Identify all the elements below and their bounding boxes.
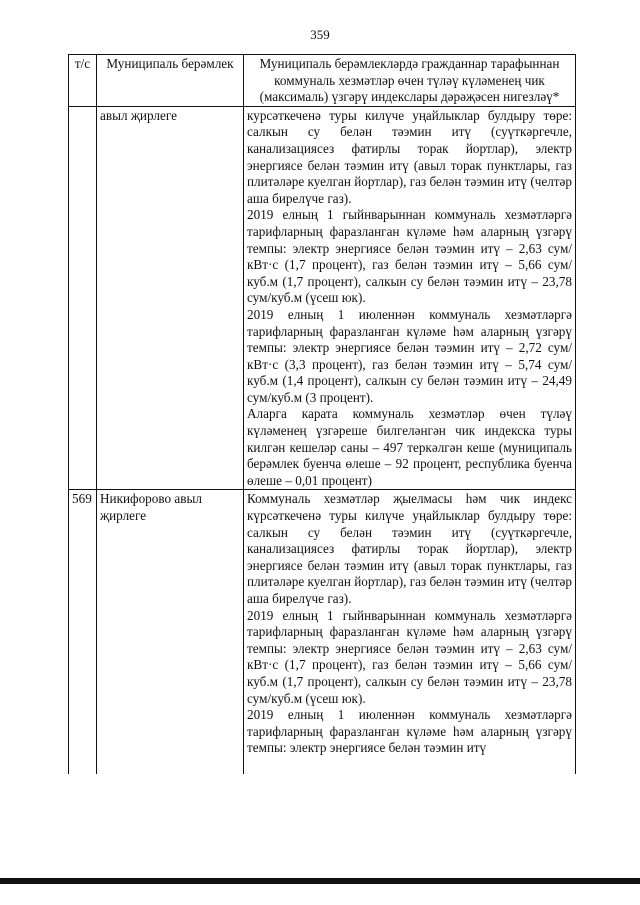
description-paragraph: 2019 елның 1 июленнән коммуналь хезмәтләргә тарифларның фаразланган күләме һәм аларның үзгәрү темпы: электр энергиясе белән тәэмин итү	[247, 707, 572, 756]
row-description	[244, 106, 576, 490]
bottom-rule	[0, 878, 640, 884]
page-number: 359	[310, 27, 330, 42]
table-header-row	[69, 55, 576, 107]
header-num: т/с	[69, 55, 97, 107]
description-paragraph: 2019 елның 1 июленнән коммуналь хезмәтләргә тарифларның фаразланган күләме һәм аларның үзгәрү темпы: электр энергиясе белән тәэмин итү – 2,72 сум/кВт·с (3,3 процент), газ белән тәэмин итү – 5,74 сум/куб.м (1,4 процент), салкын су белән тәэмин итү – 24,49 сум/куб.м (3 процент).	[247, 306, 572, 405]
row-description	[244, 490, 576, 775]
row-num: 569	[69, 490, 97, 775]
header-municipality: Муниципаль берәмлек	[97, 55, 244, 107]
description-paragraph: курсәткеченә туры килүче уңайлыклар булдыру төре: салкын су белән тәэмин итү (суүткәргечле, канализациясез фатирлы торак йортлар), электр энергиясе белән тәэмин итү (авыл торак пунктлары, газ плитәләре куелган йортлар), газ белән тәэмин итү (челтәр аша бирелүче газ).	[247, 107, 572, 206]
row-num	[69, 106, 97, 490]
table-row	[69, 490, 576, 775]
table-row	[69, 106, 576, 490]
description-paragraph: 2019 елның 1 гыйнварыннан коммуналь хезмәтләргә тарифларның фаразланган күләме һәм аларның үзгәрү темпы: электр энергиясе белән тәэмин итү – 2,63 сум/кВт·с (1,7 процент), газ белән тәэмин итү – 5,66 сум/куб.м (1,7 процент), салкын су белән тәэмин итү – 23,78 сум/куб.м (үсеш юк).	[247, 207, 572, 306]
description-paragraph: Аларга карата коммуналь хезмәтләр өчен түләү күләменең үзгәреше билгеләнгән чик индекска туры килгән кешеләр саны – 497 теркәлгән кеше (муниципаль берәмлек буенча өлеше – 92 процент, республика буенча өлеше – 0,01 процент)	[247, 406, 572, 488]
row-municipality: авыл җирлеге	[97, 106, 244, 490]
header-description: Муниципаль берәмлекләрдә гражданнар тарафыннан коммуналь хезмәтләр өчен түләү күләменең чик (максималь) үзгәрү индекслары дәрәҗәсен нигезләү*	[244, 55, 576, 107]
indices-table	[68, 54, 576, 774]
description-paragraph: Коммуналь хезмәтләр җыелмасы һәм чик индекс күрсәткеченә туры килүче уңайлыклар булдыру төре: салкын су белән тәэмин итү (суүткәргечле, канализациясез фатирлы торак йортлар), электр энергиясе белән тәэмин итү (авыл торак пунктлары, газ плитәләре куелган йортлар), газ белән тәэмин итү (челтәр аша бирелүче газ).	[247, 491, 572, 606]
row-municipality: Никифорово авыл җирлеге	[97, 490, 244, 775]
description-paragraph: 2019 елның 1 гыйнварыннан коммуналь хезмәтләргә тарифларның фаразланган күләме һәм аларның үзгәрү темпы: электр энергиясе белән тәэмин итү – 2,63 сум/кВт·с (1,7 процент), газ белән тәэмин итү – 5,66 сум/куб.м (1,7 процент), салкын су белән тәэмин итү – 23,78 сум/куб.м (үсеш юк).	[247, 607, 572, 706]
